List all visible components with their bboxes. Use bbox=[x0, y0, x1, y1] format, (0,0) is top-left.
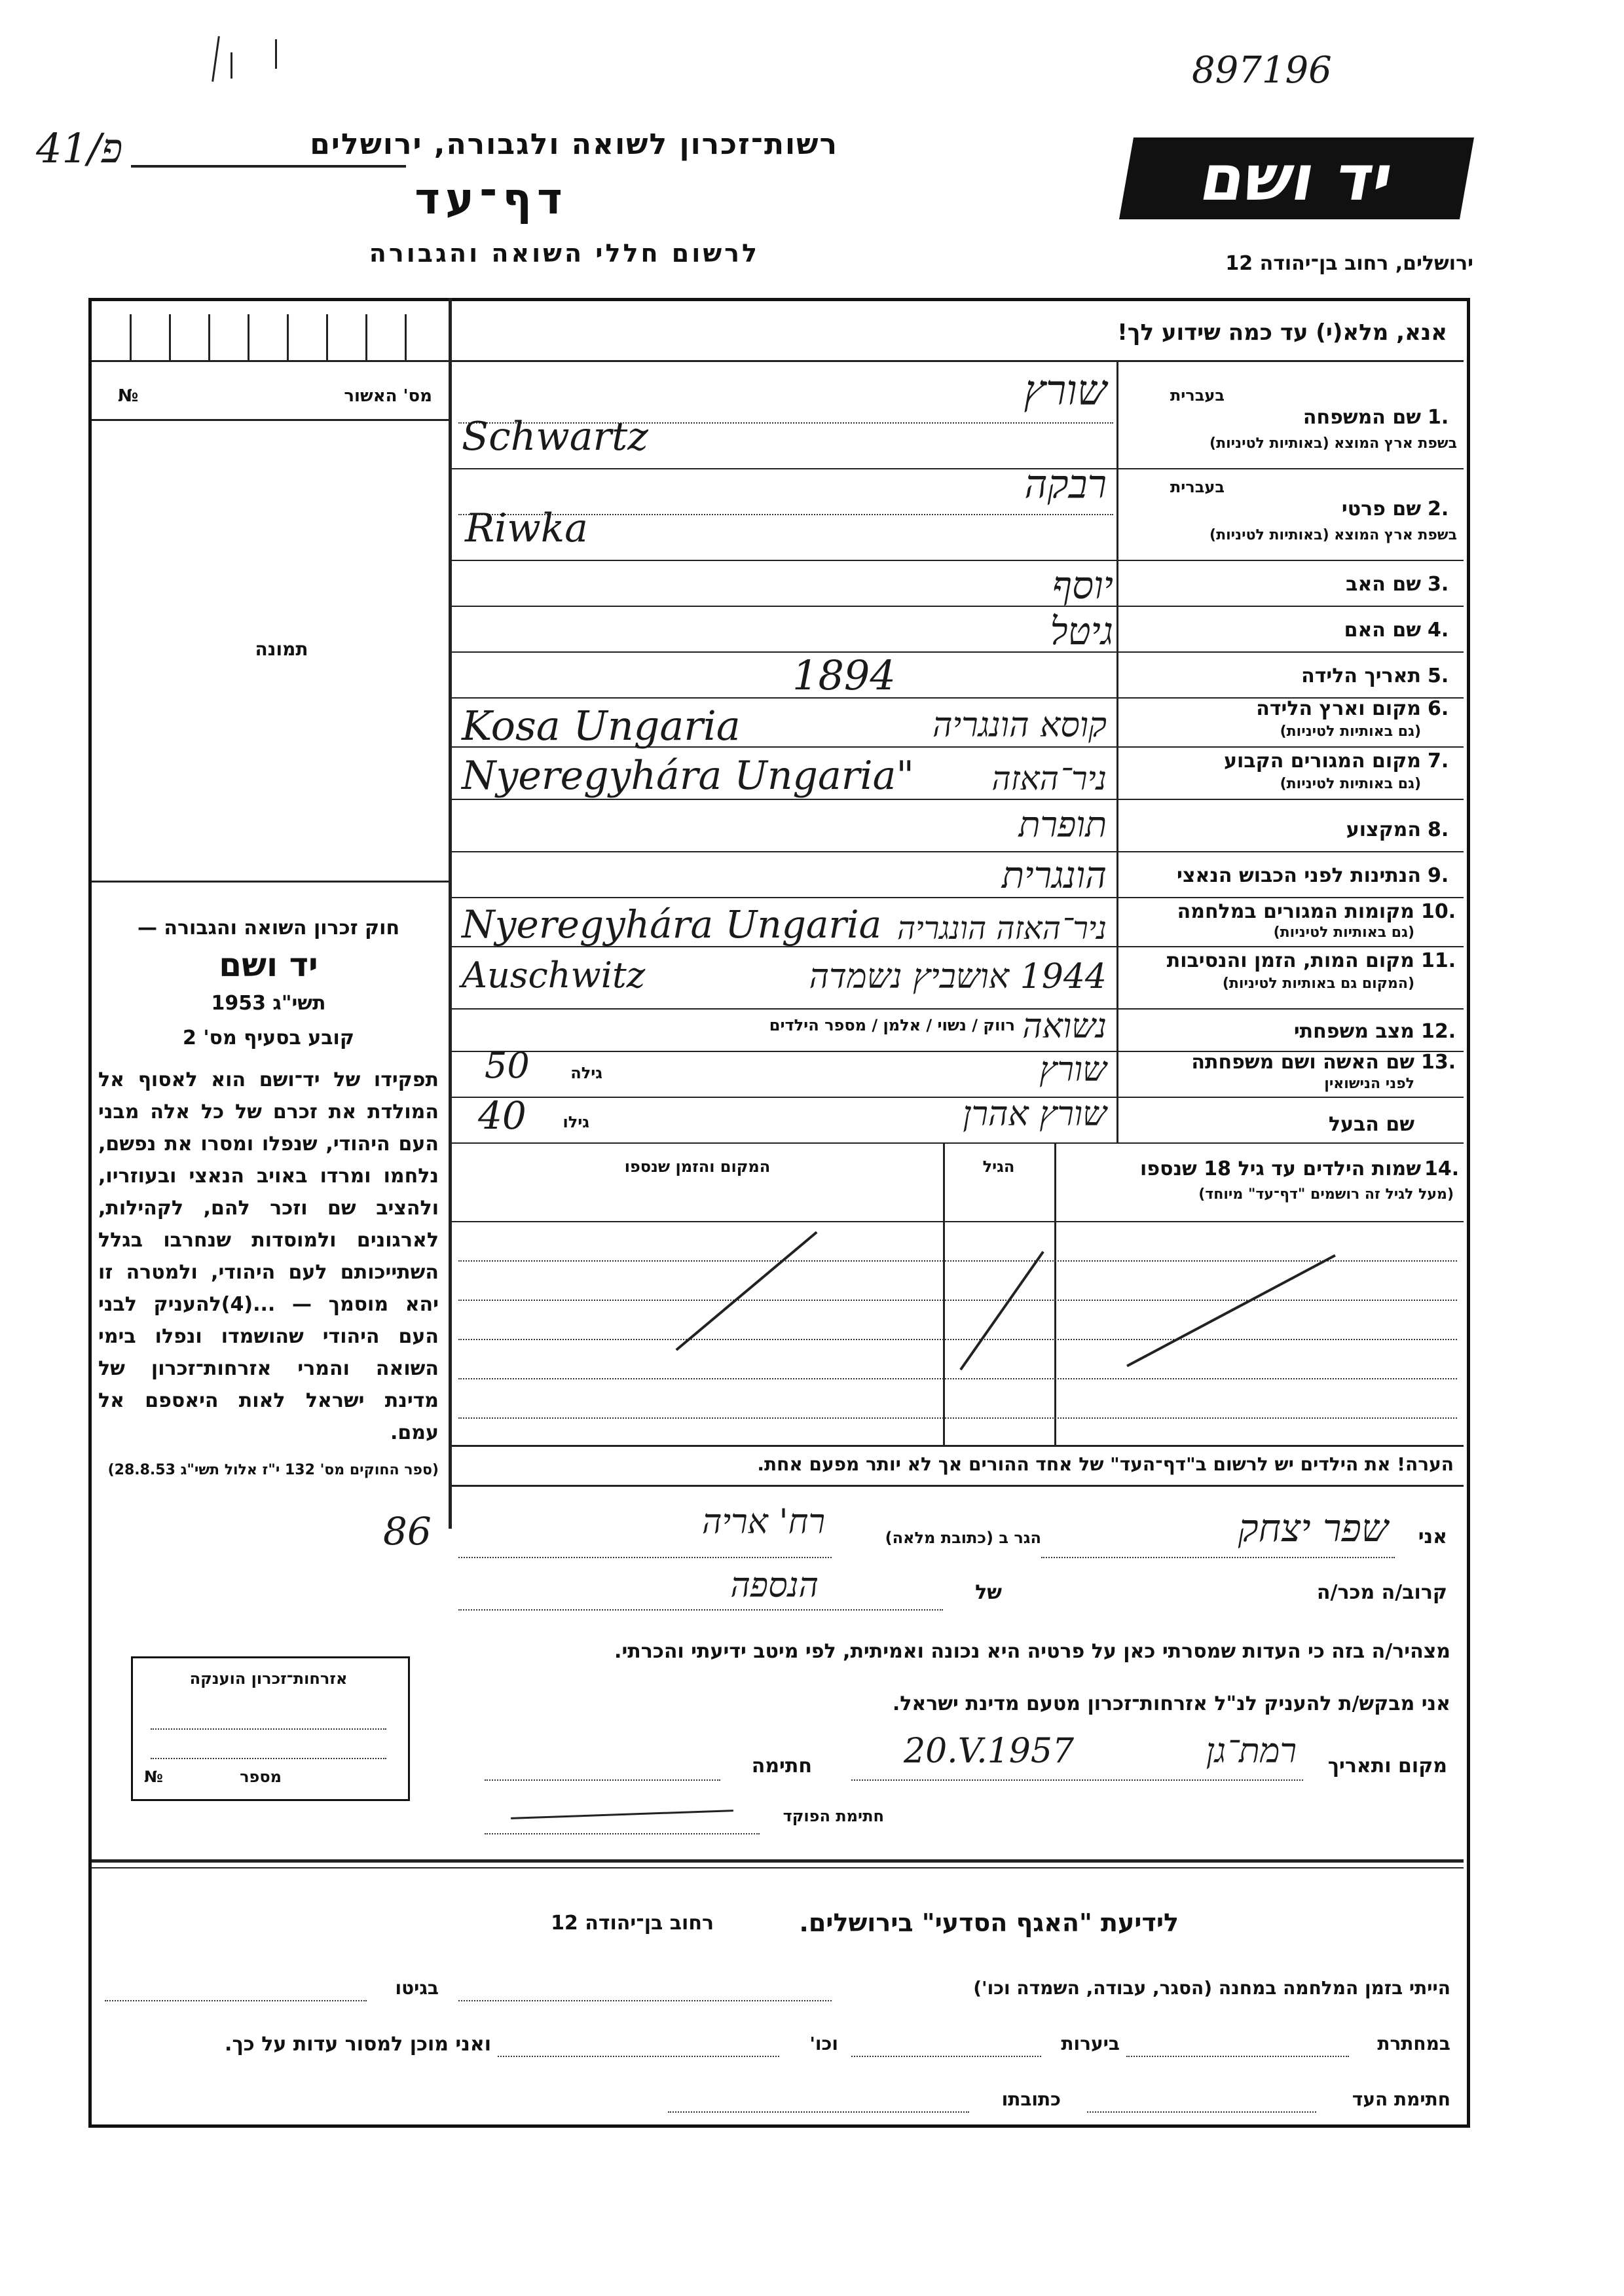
field-1-hebrew: שורץ bbox=[1024, 367, 1107, 415]
field-8-value: תופרת bbox=[1018, 804, 1107, 845]
decl-date-line bbox=[851, 1779, 1303, 1781]
children-line bbox=[458, 1378, 1457, 1379]
row-line bbox=[451, 606, 1464, 607]
footer-ghetto: בגיטו bbox=[395, 1977, 439, 1999]
decl-statement: מצהיר/ה בזה כי העדות שמסרתי כאן על פרטיה היא נכונה ואמיתית, לפי מיטב ידיעתי והכרתי. bbox=[614, 1640, 1450, 1663]
law-clause: קובע בסעיף מס' 2 bbox=[183, 1027, 354, 1049]
field-11-sub: (המקום גם באותיות לטיניות) bbox=[1222, 975, 1414, 992]
decl-name: שפר יצחק bbox=[1238, 1506, 1388, 1550]
header-address: ירושלים, רחוב בן־יהודה 12 bbox=[1225, 252, 1473, 275]
form-intro: אנא, מלא(י) עד כמה שידוע לך! bbox=[1117, 319, 1447, 346]
field-10-latin: Nyeregyhára Ungaria bbox=[462, 902, 882, 947]
decl-signature: חתימה bbox=[751, 1755, 812, 1777]
tick bbox=[365, 314, 367, 360]
approval-no-sign: № bbox=[118, 386, 139, 406]
decl-place-date: מקום ותאריך bbox=[1327, 1755, 1447, 1777]
tick bbox=[130, 314, 132, 360]
decl-date: 20.V.1957 bbox=[904, 1732, 1075, 1771]
citizenship-line bbox=[151, 1758, 386, 1759]
footer-forests: ביערות bbox=[1061, 2033, 1120, 2054]
citizenship-box-title: אזרחות־זכרון הוענקה bbox=[189, 1669, 348, 1688]
citizenship-no-sign: № bbox=[144, 1768, 163, 1786]
footer-camp-line bbox=[458, 2000, 832, 2001]
field-1-latin: Schwartz bbox=[462, 414, 648, 460]
law-title: חוק זכרון השואה והגבורה — bbox=[137, 917, 400, 939]
field-10-sub: (גם באותיות לטיניות) bbox=[1273, 924, 1414, 941]
tick bbox=[248, 314, 249, 360]
field-12-label: מצב משפחתי bbox=[1293, 1020, 1414, 1043]
footer-witness-line bbox=[1087, 2111, 1316, 2113]
archive-number: 897196 bbox=[1192, 49, 1332, 92]
stray-mark bbox=[275, 39, 277, 69]
label-column-divider bbox=[1116, 362, 1118, 1142]
field-3-value: יוסף bbox=[1052, 563, 1113, 608]
field-6-latin: Kosa Ungaria bbox=[462, 702, 741, 750]
row-line bbox=[451, 799, 1464, 800]
photo-divider bbox=[92, 881, 451, 883]
field-12-num: 12. bbox=[1421, 1020, 1456, 1043]
field-13-value: שורץ bbox=[1039, 1050, 1107, 1089]
tick bbox=[326, 314, 328, 360]
authority-underline bbox=[131, 165, 406, 168]
law-year: תשי"ג 1953 bbox=[211, 992, 326, 1015]
yad-vashem-logo: יד ושם bbox=[1119, 137, 1474, 219]
field-9-num: 9. bbox=[1428, 864, 1449, 887]
footer-divider-2 bbox=[92, 1867, 1464, 1868]
field-11-hebrew: 1944 אושביץ נשמדה bbox=[809, 957, 1107, 996]
row-line bbox=[451, 897, 1464, 898]
citizenship-line bbox=[151, 1728, 386, 1730]
intro-row-divider bbox=[92, 360, 1464, 362]
decl-relation-line bbox=[458, 1609, 943, 1611]
field-6-sub: (גם באותיות לטיניות) bbox=[1280, 723, 1421, 740]
note-bottom-line bbox=[451, 1485, 1464, 1487]
footer-underground: במחתרת bbox=[1377, 2033, 1450, 2054]
husband-age: 40 bbox=[478, 1093, 526, 1138]
field-7-sub: (גם באותיות לטיניות) bbox=[1280, 776, 1421, 792]
decl-relative: קרוב/ה מכר/ה bbox=[1316, 1581, 1447, 1604]
footer-witness-sign: חתימת העד bbox=[1352, 2088, 1450, 2110]
field-10-hebrew: ניר־האזה הונגריה bbox=[897, 910, 1107, 947]
field-1-label: שם המשפחה bbox=[1302, 406, 1421, 429]
field-9-label: הנתינות לפני הכבוש הנאצי bbox=[1177, 864, 1421, 887]
row-line bbox=[451, 1142, 1464, 1144]
field-2-sub: בשפת ארץ המוצא (באותיות לטיניות) bbox=[1209, 527, 1457, 543]
field-4-value: גיטל bbox=[1050, 609, 1113, 653]
approval-no-label: מס' האשור bbox=[344, 386, 432, 406]
row-line bbox=[451, 651, 1464, 653]
field-3-num: 3. bbox=[1428, 573, 1449, 596]
children-col-place: המקום והזמן שנספו bbox=[624, 1157, 771, 1176]
footer-address-line bbox=[668, 2111, 969, 2113]
field-7-hebrew: ניר־האזה bbox=[991, 759, 1107, 797]
field-3-label: שם האב bbox=[1346, 573, 1421, 596]
clerk-sign-line bbox=[485, 1833, 760, 1834]
field-13-label: שם האשה ושם משפחתה bbox=[1191, 1051, 1414, 1074]
field-4-label: שם האם bbox=[1344, 619, 1421, 642]
field-8-num: 8. bbox=[1428, 818, 1449, 841]
field-11-latin: Auschwitz bbox=[462, 955, 646, 996]
children-sub: (מעל לגיל זה רושמים "דף־עד" מיוחד) bbox=[1198, 1186, 1454, 1203]
stray-mark bbox=[231, 52, 232, 79]
field-2-latin: Riwka bbox=[465, 505, 588, 551]
field-6-num: 6. bbox=[1428, 697, 1449, 720]
photo-label: תמונה bbox=[255, 638, 308, 660]
field-7-label: מקום המגורים הקבוע bbox=[1224, 750, 1421, 773]
row-line bbox=[451, 1008, 1464, 1010]
tick bbox=[169, 314, 171, 360]
footer-ready: ואני מוכן למסור עדות על כך. bbox=[225, 2033, 491, 2056]
field-5-value: 1894 bbox=[792, 651, 896, 699]
tick bbox=[287, 314, 289, 360]
children-col-divider bbox=[1054, 1144, 1056, 1445]
field-6-hebrew: קוסא הונגריה bbox=[932, 706, 1107, 745]
citizenship-number-label: מספר bbox=[240, 1768, 282, 1786]
field-1-sub: בשפת ארץ המוצא (באותיות לטיניות) bbox=[1209, 435, 1457, 452]
field-13-sub: לפני הנישואין bbox=[1324, 1076, 1414, 1092]
children-line bbox=[458, 1300, 1457, 1301]
husband-value: שורץ אהרן bbox=[963, 1095, 1107, 1134]
husband-age-label: גילו bbox=[563, 1113, 589, 1131]
footer-ghetto-line bbox=[105, 2000, 367, 2001]
stray-mark bbox=[212, 36, 220, 82]
form-subtitle: לרשום חללי השואה והגבורה bbox=[369, 239, 760, 268]
authority-name: רשות־זכרון לשואה ולגבורה, ירושלים bbox=[310, 128, 838, 161]
field-5-label: תאריך הלידה bbox=[1301, 665, 1421, 687]
law-body: תפקידו של יד־ושם הוא לאסוף אל המולדת את זכרם של כל אלה מבני העם היהודי, שנפלו ומסרו את נפשם, נלחמו ומרדו באויב הנאצי ובעוזריו, ולהציב שם וזכר להם, לקהילות, לארגונים ולמוסדות שנחרבו בגלל השתייכותם לעם היהודי, ולמטרה זו יהא מוסמך — ...(4)להעניק לבני העם היהודי שהושמדו ונפלו בימי השואה והמרי אזרחות־זכרון של מדינת ישראל לאות היאספם אל עמם. bbox=[98, 1068, 439, 1444]
in-hebrew-1: בעברית bbox=[1170, 386, 1225, 405]
decl-address-line bbox=[458, 1557, 832, 1558]
field-10-label: מקומות המגורים במלחמה bbox=[1177, 900, 1414, 923]
decl-address-num: 86 bbox=[383, 1509, 432, 1554]
clerk-sign-label: חתימת הפוקד bbox=[783, 1807, 884, 1825]
row-line bbox=[451, 851, 1464, 852]
husband-label: שם הבעל bbox=[1328, 1113, 1414, 1136]
children-line bbox=[458, 1260, 1457, 1262]
decl-signature-line bbox=[485, 1779, 720, 1781]
tick bbox=[208, 314, 210, 360]
field-4-num: 4. bbox=[1428, 619, 1449, 642]
footer-line1: הייתי בזמן המלחמה במחנה (הסגר, עבודה, השמדה וכו') bbox=[973, 1977, 1450, 1999]
decl-relation: הנספה bbox=[730, 1566, 819, 1605]
children-head-line bbox=[451, 1221, 1464, 1222]
field-10-num: 10. bbox=[1421, 900, 1456, 923]
field-8-label: המקצוע bbox=[1346, 818, 1421, 841]
left-column-divider bbox=[449, 298, 452, 1529]
field-12-value: נשואה bbox=[1022, 1007, 1107, 1046]
decl-request: אני מבקש/ת להעניק לנ"ל אזרחות־זכרון מטעם מדינת ישראל. bbox=[892, 1692, 1450, 1715]
field-7-num: 7. bbox=[1428, 750, 1449, 773]
decl-address: רח' אריה bbox=[702, 1503, 825, 1542]
field-13-num: 13. bbox=[1421, 1051, 1456, 1074]
footer-address: כתובתו bbox=[1001, 2088, 1061, 2110]
in-hebrew-2: בעברית bbox=[1170, 478, 1225, 496]
field-6-label: מקום וארץ הלידה bbox=[1256, 697, 1421, 720]
approval-divider bbox=[92, 419, 451, 421]
field-9-value: הונגרית bbox=[1001, 854, 1107, 897]
row-line bbox=[451, 560, 1464, 561]
children-col-divider bbox=[943, 1144, 945, 1445]
field-2-num: 2. bbox=[1428, 498, 1449, 520]
field-13-age: 50 bbox=[485, 1045, 530, 1086]
file-mark: 41/פ bbox=[36, 124, 123, 172]
footer-divider bbox=[92, 1859, 1464, 1863]
field-7-latin: Nyeregyhára Ungaria" bbox=[462, 753, 914, 799]
footer-forests-line bbox=[851, 2056, 1041, 2057]
field-1-num: 1. bbox=[1428, 406, 1449, 429]
law-name: יד ושם bbox=[219, 946, 318, 984]
children-label: שמות הילדים עד גיל 18 שנספו bbox=[1140, 1157, 1421, 1180]
decl-residing: הגר ב (כתובת מלאה) bbox=[885, 1529, 1041, 1547]
decl-i: אני bbox=[1418, 1525, 1447, 1548]
children-note: הערה! את הילדים יש לרשום ב"דף־העד" של אחד ההורים אך לא יותר מפעם אחת. bbox=[757, 1453, 1454, 1475]
field-2-hebrew: רבקה bbox=[1024, 462, 1107, 507]
children-col-age: הגיל bbox=[982, 1157, 1015, 1176]
note-top-line bbox=[451, 1445, 1464, 1447]
children-line bbox=[458, 1339, 1457, 1340]
footer-title: לידיעת "האגף הסדעי" בירושלים. bbox=[799, 1908, 1179, 1937]
field-2-label: שם פרטי bbox=[1341, 498, 1421, 520]
footer-underground-line bbox=[1126, 2056, 1349, 2057]
footer-addr: רחוב בן־יהודה 12 bbox=[551, 1912, 714, 1935]
field-11-num: 11. bbox=[1421, 949, 1456, 972]
children-line bbox=[458, 1417, 1457, 1419]
decl-of: של bbox=[975, 1581, 1002, 1604]
decl-place: רמת־גן bbox=[1206, 1732, 1297, 1771]
footer-etc: וכו' bbox=[809, 2033, 838, 2054]
field-13-age-label: גילה bbox=[570, 1064, 602, 1082]
field-11-label: מקום המות, הזמן והנסיבות bbox=[1166, 949, 1414, 972]
tick bbox=[405, 314, 407, 360]
decl-name-line bbox=[1041, 1557, 1395, 1558]
field-5-num: 5. bbox=[1428, 665, 1449, 687]
law-source: (ספר החוקים מס' 132 י"ז אלול תשי"ג 28.8.53) bbox=[107, 1462, 439, 1478]
children-num: 14. bbox=[1424, 1157, 1460, 1180]
footer-etc-line bbox=[498, 2056, 779, 2057]
form-title: דף־עד bbox=[415, 173, 568, 224]
field-12-options: רווק / נשוי / אלמן / מספר הילדים bbox=[769, 1016, 1015, 1034]
